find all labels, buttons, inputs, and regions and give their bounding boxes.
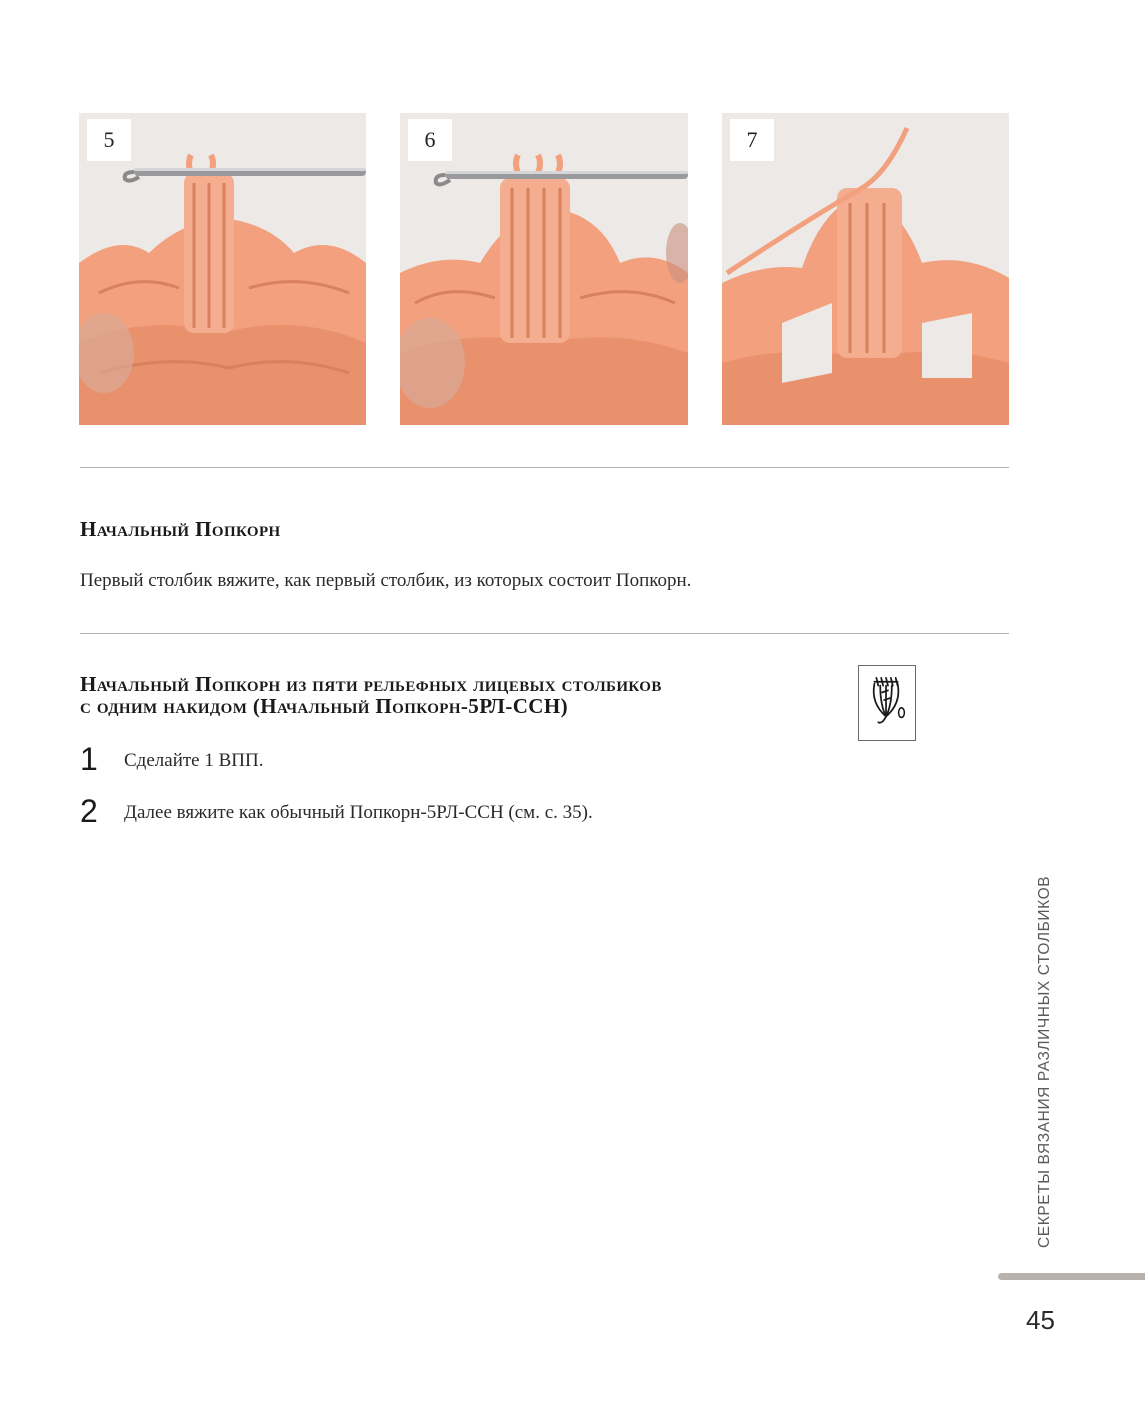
section-heading (80, 673, 662, 717)
section-heading-line2: с одним накидом (Начальный Попкорн-5РЛ-ССН) (80, 694, 568, 718)
section-heading-line1: Начальный Попкорн из пяти рельефных лицевых столбиков (80, 672, 662, 696)
step-photo-5 (79, 113, 366, 425)
step-number-badge: 7 (730, 119, 774, 161)
chapter-side-bar (998, 1273, 1145, 1280)
step-number: 1 (80, 741, 98, 777)
step-text: Сделайте 1 ВПП. (124, 750, 264, 771)
divider-rule (80, 467, 1009, 468)
step-photo-7 (722, 113, 1009, 425)
step-photo-6 (400, 113, 688, 425)
stitch-symbol-box (858, 665, 916, 741)
section-heading: Начальный Попкорн (80, 517, 281, 541)
popcorn-stitch-symbol-icon (859, 666, 915, 740)
step-number: 2 (80, 793, 98, 829)
page-number: 45 (1026, 1305, 1055, 1335)
step-text: Далее вяжите как обычный Попкорн-5РЛ-ССН (см. с. 35). (124, 802, 593, 823)
section-body-text: Первый столбик вяжите, как первый столбик, из которых состоит Попкорн. (80, 570, 692, 591)
step-number-badge: 5 (87, 119, 131, 161)
step-number-badge: 6 (408, 119, 452, 161)
chapter-side-title: СЕКРЕТЫ ВЯЗАНИЯ РАЗЛИЧНЫХ СТОЛБИКОВ (1036, 875, 1053, 1248)
divider-rule (80, 633, 1009, 634)
